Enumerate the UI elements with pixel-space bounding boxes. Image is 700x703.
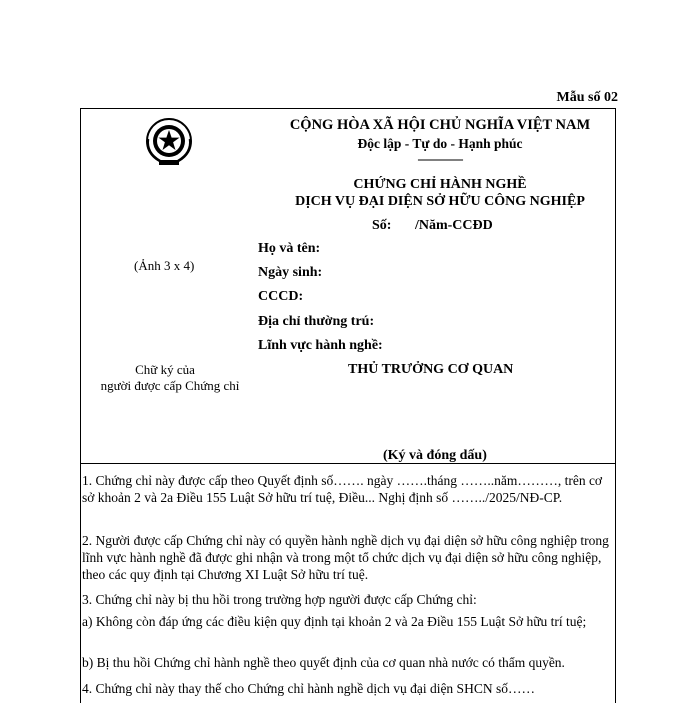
- authority-title: THỦ TRƯỞNG CƠ QUAN: [348, 362, 514, 377]
- field-full-name: Họ và tên:: [258, 241, 321, 256]
- paragraph-4: 4. Chứng chỉ này thay thế cho Chứng chỉ hành nghề dịch vụ đại diện SHCN số……: [82, 681, 535, 696]
- field-id-card: CCCD:: [258, 289, 304, 304]
- field-practice-area: Lĩnh vực hành nghề:: [258, 338, 383, 353]
- paragraph-2: 2. Người được cấp Chứng chỉ này có quyền hành nghề dịch vụ đại diện sở hữu công nghiệp trong lĩnh vực hành nghề đã được ghi nhận và trong một tổ chức dịch vụ đại diện sở hữu công nghiệp, theo các quy định tại Chương XI Luật Sở hữu trí tuệ.: [82, 533, 609, 582]
- holder-signature-label: Chữ ký của: [135, 362, 195, 377]
- certificate-number: Số: /Năm-CCĐD: [372, 218, 493, 233]
- field-address: Địa chỉ thường trú:: [258, 314, 375, 329]
- country-name: CỘNG HÒA XÃ HỘI CHỦ NGHĨA VIỆT NAM: [289, 117, 591, 133]
- national-motto: Độc lập - Tự do - Hạnh phúc: [357, 136, 523, 151]
- national-emblem-icon: [142, 117, 196, 167]
- paragraph-3: 3. Chứng chỉ này bị thu hồi trong trường hợp người được cấp Chứng chỉ:: [82, 592, 477, 607]
- photo-placeholder: (Ảnh 3 x 4): [134, 258, 195, 273]
- paragraph-3a: a) Không còn đáp ứng các điều kiện quy định tại khoản 2 và 2a Điều 155 Luật Sở hữu trí tuệ;: [82, 614, 587, 629]
- form-number: Mẫu số 02: [556, 90, 618, 105]
- holder-signature-label-2: người được cấp Chứng chỉ: [100, 378, 240, 393]
- paragraph-1: 1. Chứng chỉ này được cấp theo Quyết định số……. ngày …….tháng ……..năm………, trên cơ sở khoản 2 và 2a Điều 155 Luật Sở hữu trí tuệ, Điều... Nghị định số ……../2025/NĐ-CP.: [82, 473, 603, 505]
- paragraph-3b: b) Bị thu hồi Chứng chỉ hành nghề theo quyết định của cơ quan nhà nước có thẩm quyền.: [82, 655, 565, 670]
- certificate-title: CHỨNG CHỈ HÀNH NGHỀ: [353, 177, 527, 192]
- field-date-of-birth: Ngày sinh:: [258, 265, 323, 280]
- seal-note: (Ký và đóng dấu): [383, 448, 487, 463]
- certificate-subtitle: DỊCH VỤ ĐẠI DIỆN SỞ HỮU CÔNG NGHIỆP: [295, 194, 585, 209]
- header-separator: ---------------: [417, 152, 463, 166]
